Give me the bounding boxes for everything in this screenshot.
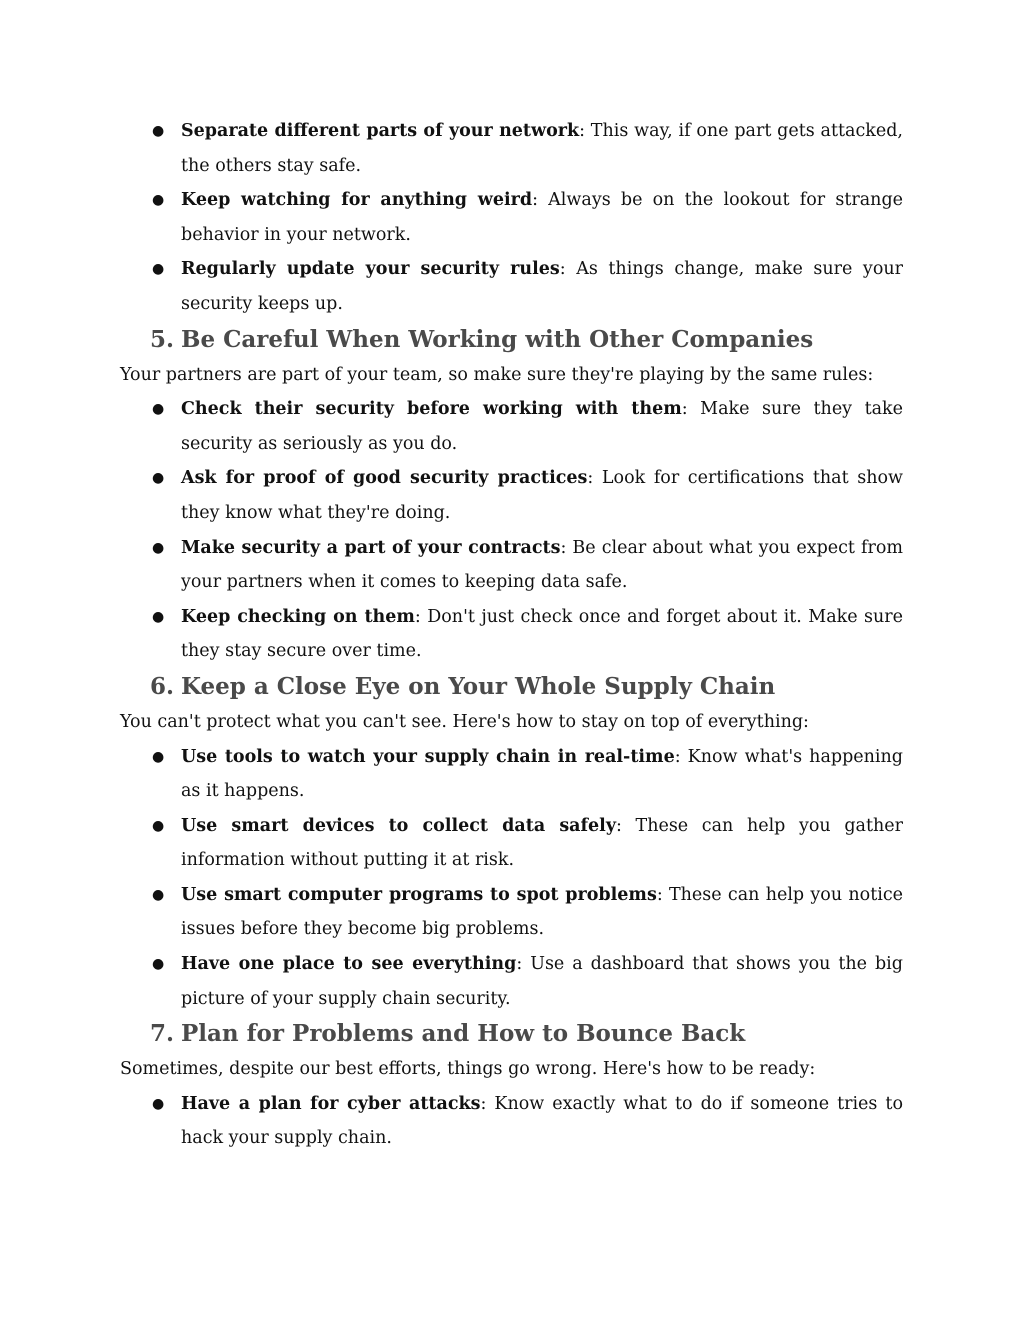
section-6-heading: [120, 669, 903, 705]
list-item-text: : Look for certifications that show they know what they're doing.: [181, 468, 904, 523]
list-item: [120, 183, 903, 252]
section-number: 6.: [150, 672, 175, 700]
bullet-list-section-6: [120, 740, 903, 1017]
bullet-icon: ●: [152, 817, 165, 834]
list-item-bold: Use smart devices to collect data safely: [181, 815, 616, 836]
list-item-bold: Regularly update your security rules: [181, 259, 560, 280]
list-item: [120, 1087, 903, 1156]
list-item-text: : Don't just check once and forget about it. Make sure they stay secure over time.: [181, 606, 903, 662]
bullet-list-section-4: [120, 114, 903, 322]
list-item-text: : Use a dashboard that shows you the big picture of your supply chain security.: [181, 954, 903, 1009]
list-item-text: : Know exactly what to do if someone tries to hack your supply chain.: [181, 1093, 903, 1149]
list-item-text: : These can help you notice issues before they become big problems.: [181, 884, 903, 940]
section-title: Plan for Problems and How to Bounce Back: [181, 1020, 746, 1048]
section-5-intro: Your partners are part of your team, so make sure they're playing by the same rules:: [120, 364, 874, 385]
section-title: Keep a Close Eye on Your Whole Supply Chain: [181, 672, 776, 700]
bullet-list-section-7: [120, 1087, 903, 1156]
list-item: [120, 740, 903, 809]
list-item-bold: Have a plan for cyber attacks: [181, 1093, 481, 1114]
list-item: [120, 947, 903, 1016]
list-item-bold: Keep watching for anything weird: [181, 190, 533, 211]
section-6-intro: You can't protect what you can't see. Here's how to stay on top of everything:: [120, 711, 809, 732]
bullet-icon: ●: [152, 1095, 165, 1112]
section-7-intro: Sometimes, despite our best efforts, things go wrong. Here's how to be ready:: [120, 1059, 816, 1080]
list-item-text: : As things change, make sure your security keeps up.: [181, 259, 903, 314]
list-item: [120, 461, 903, 530]
section-7-heading: [120, 1016, 903, 1052]
bullet-list-section-5: [120, 392, 903, 669]
list-item-bold: Separate different parts of your network: [181, 121, 580, 141]
list-item-bold: Use smart computer programs to spot problems: [181, 884, 657, 905]
section-5-heading: [120, 322, 903, 358]
list-item: [120, 809, 903, 878]
bullet-icon: ●: [152, 123, 165, 139]
list-item-bold: Check their security before working with them: [181, 399, 682, 420]
list-item-text: : This way, if one part gets attacked, the others stay safe.: [181, 121, 903, 176]
list-item: [120, 252, 903, 321]
list-item-text: : Be clear about what you expect from your partners when it comes to keeping data safe.: [181, 537, 903, 593]
section-number: 7.: [150, 1020, 175, 1048]
list-item-text: : These can help you gather information without putting it at risk.: [181, 815, 903, 871]
bullet-icon: ●: [152, 886, 165, 903]
list-item-bold: Keep checking on them: [181, 606, 415, 627]
list-item-bold: Ask for proof of good security practices: [181, 468, 588, 489]
list-item-bold: Have one place to see everything: [181, 954, 517, 975]
bullet-icon: ●: [152, 608, 165, 625]
section-number: 5.: [150, 325, 175, 353]
list-item: [120, 114, 903, 183]
section-title: Be Careful When Working with Other Companies: [181, 325, 814, 353]
list-item: [120, 531, 903, 600]
list-item-text: : Know what's happening as it happens.: [181, 746, 903, 802]
document-body: [120, 114, 903, 1156]
bullet-icon: ●: [152, 748, 165, 765]
list-item: [120, 878, 903, 947]
list-item: [120, 392, 903, 461]
bullet-icon: ●: [152, 192, 165, 209]
bullet-icon: ●: [152, 956, 165, 973]
bullet-icon: ●: [152, 261, 165, 278]
list-item: [120, 600, 903, 669]
bullet-icon: ●: [152, 470, 165, 487]
bullet-icon: ●: [152, 539, 165, 556]
list-item-bold: Make security a part of your contracts: [181, 537, 561, 558]
bullet-icon: ●: [152, 401, 165, 418]
list-item-text: : Always be on the lookout for strange behavior in your network.: [181, 190, 903, 245]
list-item-text: : Make sure they take security as seriously as you do.: [181, 399, 904, 454]
list-item-bold: Use tools to watch your supply chain in real-time: [181, 746, 675, 767]
